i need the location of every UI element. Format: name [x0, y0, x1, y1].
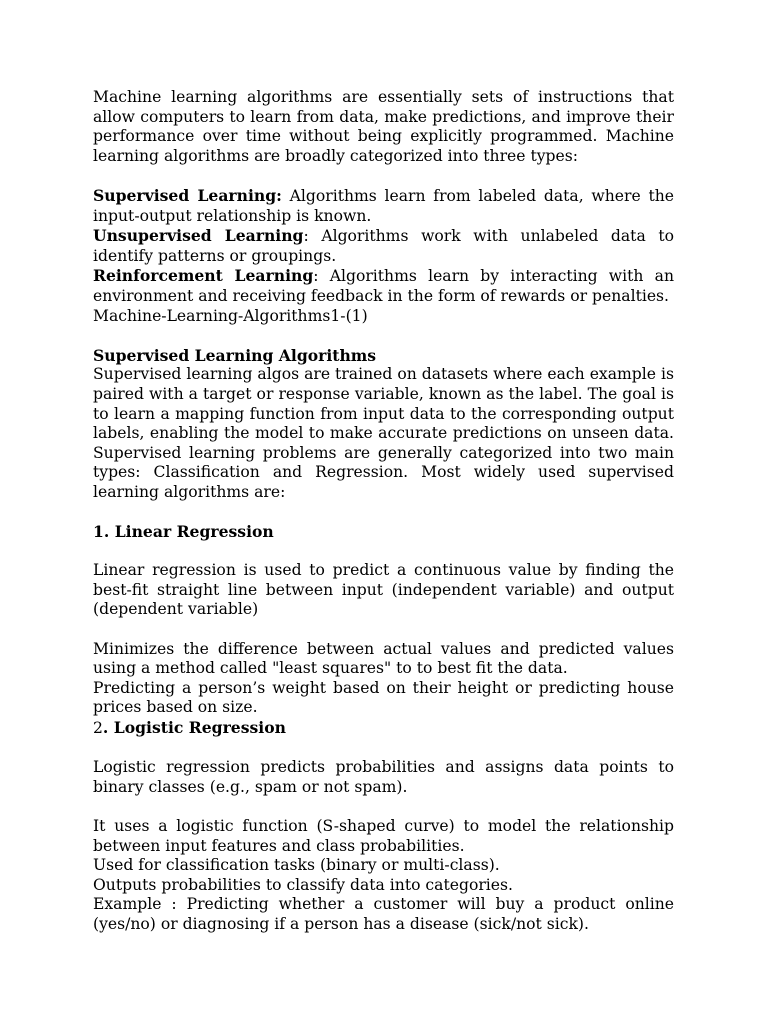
type-supervised [93, 186, 674, 226]
spacer [93, 166, 674, 186]
spacer [93, 326, 674, 346]
type-supervised-term: Supervised Learning: [93, 185, 282, 205]
type-supervised-text: Algorithms learn from labeled data, where the input-output relationship is known. [93, 186, 674, 225]
linear-regression-description: Linear regression is used to predict a continuous value by finding the best-fit straight line between input (independent variable) and output (dependent variable) [93, 561, 674, 619]
type-reinforcement-text: : Algorithms learn by interacting with an environment and receiving feedback in the form of rewards or penalties. [93, 267, 675, 305]
type-unsupervised-term: Unsupervised Learning [93, 226, 304, 246]
supervised-body: Supervised learning algos are trained on datasets where each example is paired with a target or response variable, known as the label. The goal is to learn a mapping function from input data to the corresponding output labels, enabling the model to make accurate predictions on unseen data. Supervised learning problems are generally categorized into two main types: Classification and Regression. Most widely used supervised learning algorithms are: [93, 365, 674, 501]
logistic-regression-point: Used for classification tasks (binary or multi-class). [93, 856, 500, 875]
logistic-regression-heading [93, 718, 674, 739]
logistic-heading-text: . Logistic Regression [102, 718, 286, 737]
intro-paragraph: Machine learning algorithms are essentially sets of instructions that allow computers to learn from data, make predictions, and improve their performance over time without being explicitly programmed. Machine learning algorithms are broadly categorized into three types: [93, 88, 674, 165]
type-unsupervised-text: : Algorithms work with unlabeled data to identify patterns or groupings. [93, 227, 674, 265]
spacer [93, 797, 674, 817]
supervised-heading: Supervised Learning Algorithms [93, 345, 377, 365]
image-caption: Machine-Learning-Algorithms1-(1) [93, 306, 368, 325]
type-reinforcement [93, 266, 674, 306]
logistic-regression-point: It uses a logistic function (S-shaped curve) to model the relationship between input features and class probabilities. [93, 816, 674, 855]
logistic-regression-example: Example : Predicting whether a customer will buy a product online (yes/no) or diagnosing if a person has a disease (sick/not sick). [93, 895, 674, 933]
spacer [93, 502, 674, 522]
logistic-regression-point: Outputs probabilities to classify data into categories. [93, 875, 513, 894]
logistic-regression-description: Logistic regression predicts probabilities and assigns data points to binary classes (e.g., spam or not spam). [93, 758, 674, 796]
spacer [93, 542, 674, 562]
logistic-heading-number: 2 [93, 719, 103, 737]
spacer [93, 620, 674, 640]
linear-regression-point: Minimizes the difference between actual values and predicted values using a method called "least squares" to to best fit the data. [93, 639, 674, 678]
spacer [93, 739, 674, 759]
linear-regression-heading: 1. Linear Regression [93, 522, 274, 542]
linear-regression-example: Predicting a person’s weight based on their height or predicting house prices based on size. [93, 678, 674, 717]
type-reinforcement-term: Reinforcement Learning [93, 266, 314, 286]
type-unsupervised [93, 226, 674, 266]
